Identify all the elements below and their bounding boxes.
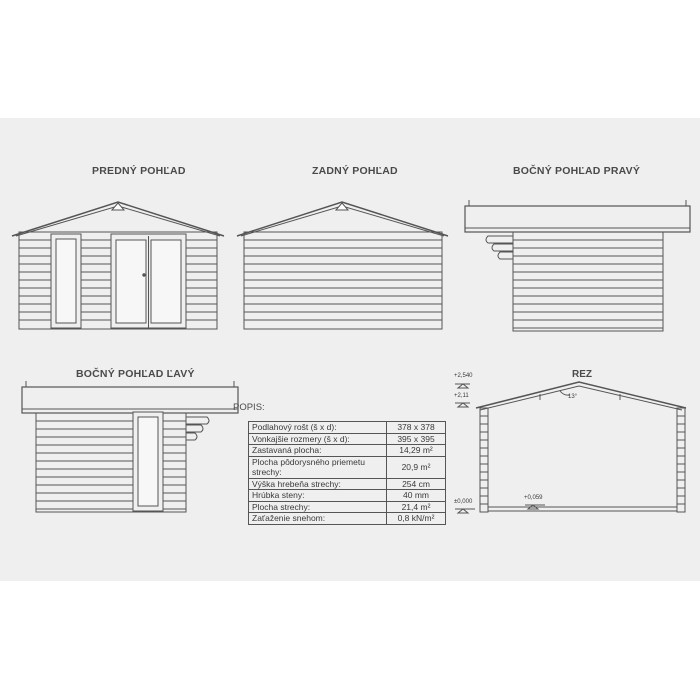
spec-label: Plocha pôdorysného priemetu strechy:: [249, 456, 387, 478]
spec-row: [249, 422, 446, 434]
base-level-label: ±0,000: [454, 499, 473, 505]
spec-label: Výška hrebeňa strechy:: [249, 478, 387, 490]
roof-angle-label: 13°: [568, 394, 578, 400]
spec-row: [249, 501, 446, 513]
specs-table: [248, 421, 446, 525]
section-view-title: REZ: [572, 369, 592, 380]
spec-row: [249, 513, 446, 525]
spec-value: 0,8 kN/m²: [387, 513, 446, 525]
front-view-title: PREDNÝ POHĽAD: [92, 165, 186, 177]
back-elevation: [237, 202, 448, 329]
eave-height-label: +2,11: [454, 393, 469, 399]
spec-row: [249, 478, 446, 490]
spec-label: Zastavaná plocha:: [249, 445, 387, 457]
back-view-title: ZADNÝ POHĽAD: [312, 165, 398, 177]
spec-row: [249, 445, 446, 457]
right-view-title: BOČNÝ POHĽAD PRAVÝ: [513, 165, 641, 177]
popis-label: POPIS:: [233, 402, 265, 413]
left-view-title: BOČNÝ POHĽAD ĽAVÝ: [76, 368, 195, 380]
section-elevation: [455, 382, 686, 513]
spec-value: 14,29 m²: [387, 445, 446, 457]
left-elevation: [22, 381, 238, 512]
spec-value: 21,4 m²: [387, 501, 446, 513]
front-elevation: [12, 202, 224, 329]
spec-label: Hrúbka steny:: [249, 490, 387, 502]
spec-label: Zaťaženie snehom:: [249, 513, 387, 525]
spec-value: 40 mm: [387, 490, 446, 502]
spec-row: [249, 490, 446, 502]
right-elevation: [465, 200, 690, 331]
spec-value: 254 cm: [387, 478, 446, 490]
spec-label: Plocha strechy:: [249, 501, 387, 513]
spec-row: [249, 433, 446, 445]
ridge-height-label: +2,540: [454, 373, 473, 379]
spec-value: 378 x 378: [387, 422, 446, 434]
spec-value: 20,9 m²: [387, 456, 446, 478]
spec-value: 395 x 395: [387, 433, 446, 445]
spec-label: Vonkajšie rozmery (š x d):: [249, 433, 387, 445]
spec-row: [249, 456, 446, 478]
floor-level-label: +0,059: [524, 495, 543, 501]
spec-label: Podlahový rošt (š x d):: [249, 422, 387, 434]
